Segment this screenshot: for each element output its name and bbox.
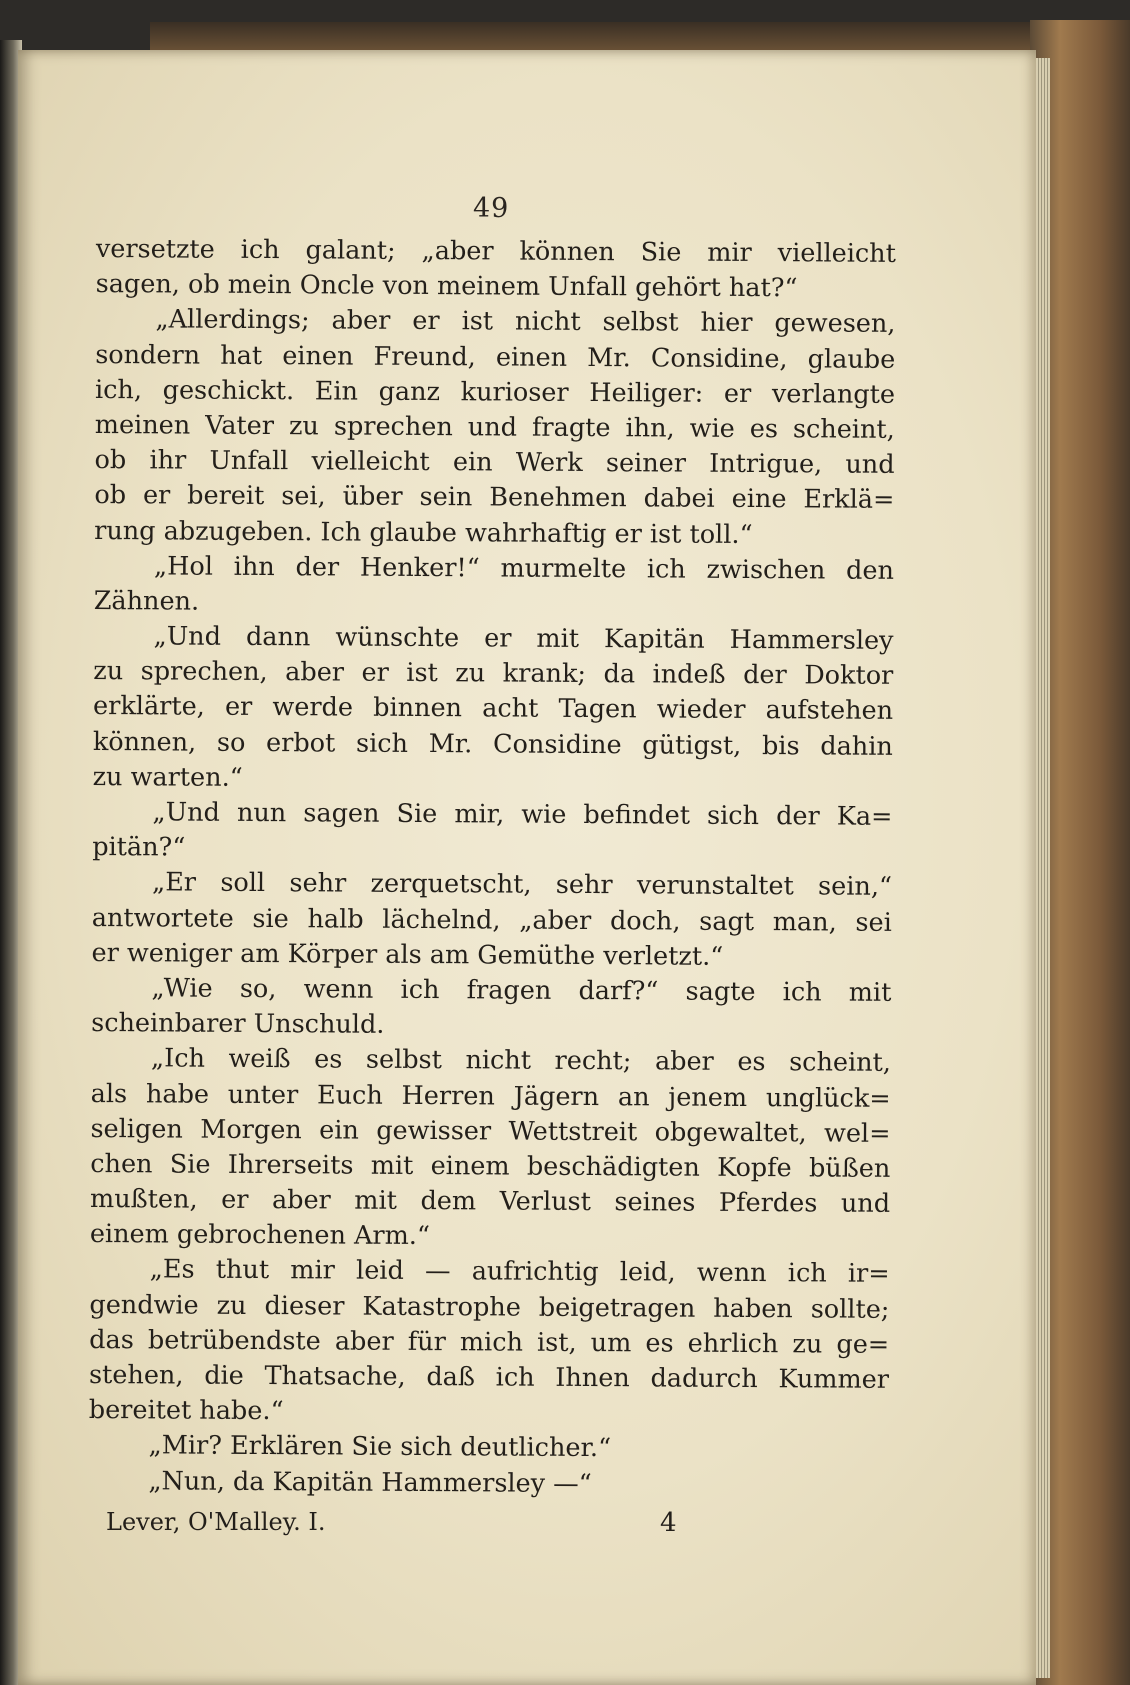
text-line: stehen, die Thatsache, daß ich Ihnen dadurch Kummer <box>88 1359 890 1395</box>
text-line: er weniger am Körper als am Gemüthe verletzt.“ <box>91 937 724 972</box>
page-paper <box>18 50 1036 1685</box>
body-text <box>88 232 896 1504</box>
text-line: einem gebrochenen Arm.“ <box>89 1219 431 1252</box>
text-line: ob er bereit sei, über sein Benehmen dabei eine Erklä= <box>94 480 895 516</box>
book-cover-top-edge <box>150 22 1050 52</box>
text-line: „Es thut mir leid — aufrichtig leid, wenn ich ir= <box>149 1254 890 1290</box>
text-line: ich, geschickt. Ein ganz kurioser Heiliger: er verlangte <box>94 374 896 410</box>
text-line: „Und dann wünschte er mit Kapitän Hammersley <box>153 621 894 656</box>
text-line: „Allerdings; aber er ist nicht selbst hier gewesen, <box>155 304 896 340</box>
text-line: erklärte, er werde binnen acht Tagen wieder aufstehen <box>93 691 894 727</box>
page-number: 49 <box>473 193 510 224</box>
text-line: antwortete sie halb lächelnd, „aber doch, sagt man, sei <box>91 902 892 938</box>
text-line: „Und nun sagen Sie mir, wie befindet sich der Ka= <box>152 797 893 832</box>
text-line: „Wie so, wenn ich fragen darf?“ sagte ich mit <box>151 973 892 1008</box>
text-line: das betrübendste aber für mich ist, um es ehrlich zu ge= <box>89 1324 890 1360</box>
text-line: „Hol ihn der Henker!“ murmelte ich zwischen den <box>153 551 895 586</box>
text-line: zu sprechen, aber er ist zu krank; da indeß der Doktor <box>93 656 894 692</box>
text-line: „Er soll sehr zerquetscht, sehr verunstaltet sein,“ <box>151 867 893 903</box>
text-line: rung abzugeben. Ich glaube wahrhaftig er ist toll.“ <box>94 515 753 550</box>
text-line: als habe unter Euch Herren Jägern an jenem unglück= <box>90 1078 891 1114</box>
text-line: scheinbarer Unschuld. <box>91 1008 385 1040</box>
text-line: „Ich weiß es selbst nicht recht; aber es scheint, <box>150 1043 892 1079</box>
text-line: „Mir? Erklären Sie sich deutlicher.“ <box>148 1430 612 1464</box>
text-line: sondern hat einen Freund, einen Mr. Considine, glaube <box>95 339 896 375</box>
text-line: zu warten.“ <box>92 761 243 793</box>
text-line: chen Sie Ihrerseits mit einem beschädigten Kopfe büßen <box>90 1148 891 1184</box>
text-line: mußten, er aber mit dem Verlust seines Pferdes und <box>90 1184 891 1219</box>
text-line: bereitet habe.“ <box>88 1395 284 1427</box>
text-line: pitän?“ <box>92 832 186 863</box>
text-line: können, so erbot sich Mr. Considine gütigst, bis dahin <box>92 726 893 762</box>
sheet-signature-number: 4 <box>660 1508 677 1538</box>
text-line: sagen, ob mein Oncle von meinem Unfall gehört hat?“ <box>95 269 798 304</box>
text-line: versetzte ich galant; „aber können Sie mir vielleicht <box>95 233 896 269</box>
text-line: gendwie zu dieser Katastrophe beigetragen haben sollte; <box>89 1289 890 1325</box>
text-line: Zähnen. <box>93 585 200 617</box>
text-line: „Nun, da Kapitän Hammersley —“ <box>148 1465 592 1499</box>
text-line: meinen Vater zu sprechen und fragte ihn, wie es scheint, <box>94 409 895 445</box>
text-line: seligen Morgen ein gewisser Wettstreit obgewaltet, wel= <box>90 1113 891 1149</box>
text-line: ob ihr Unfall vielleicht ein Werk seiner Intrigue, und <box>94 445 895 481</box>
signature-line: Lever, O'Malley. I. <box>106 1508 326 1536</box>
